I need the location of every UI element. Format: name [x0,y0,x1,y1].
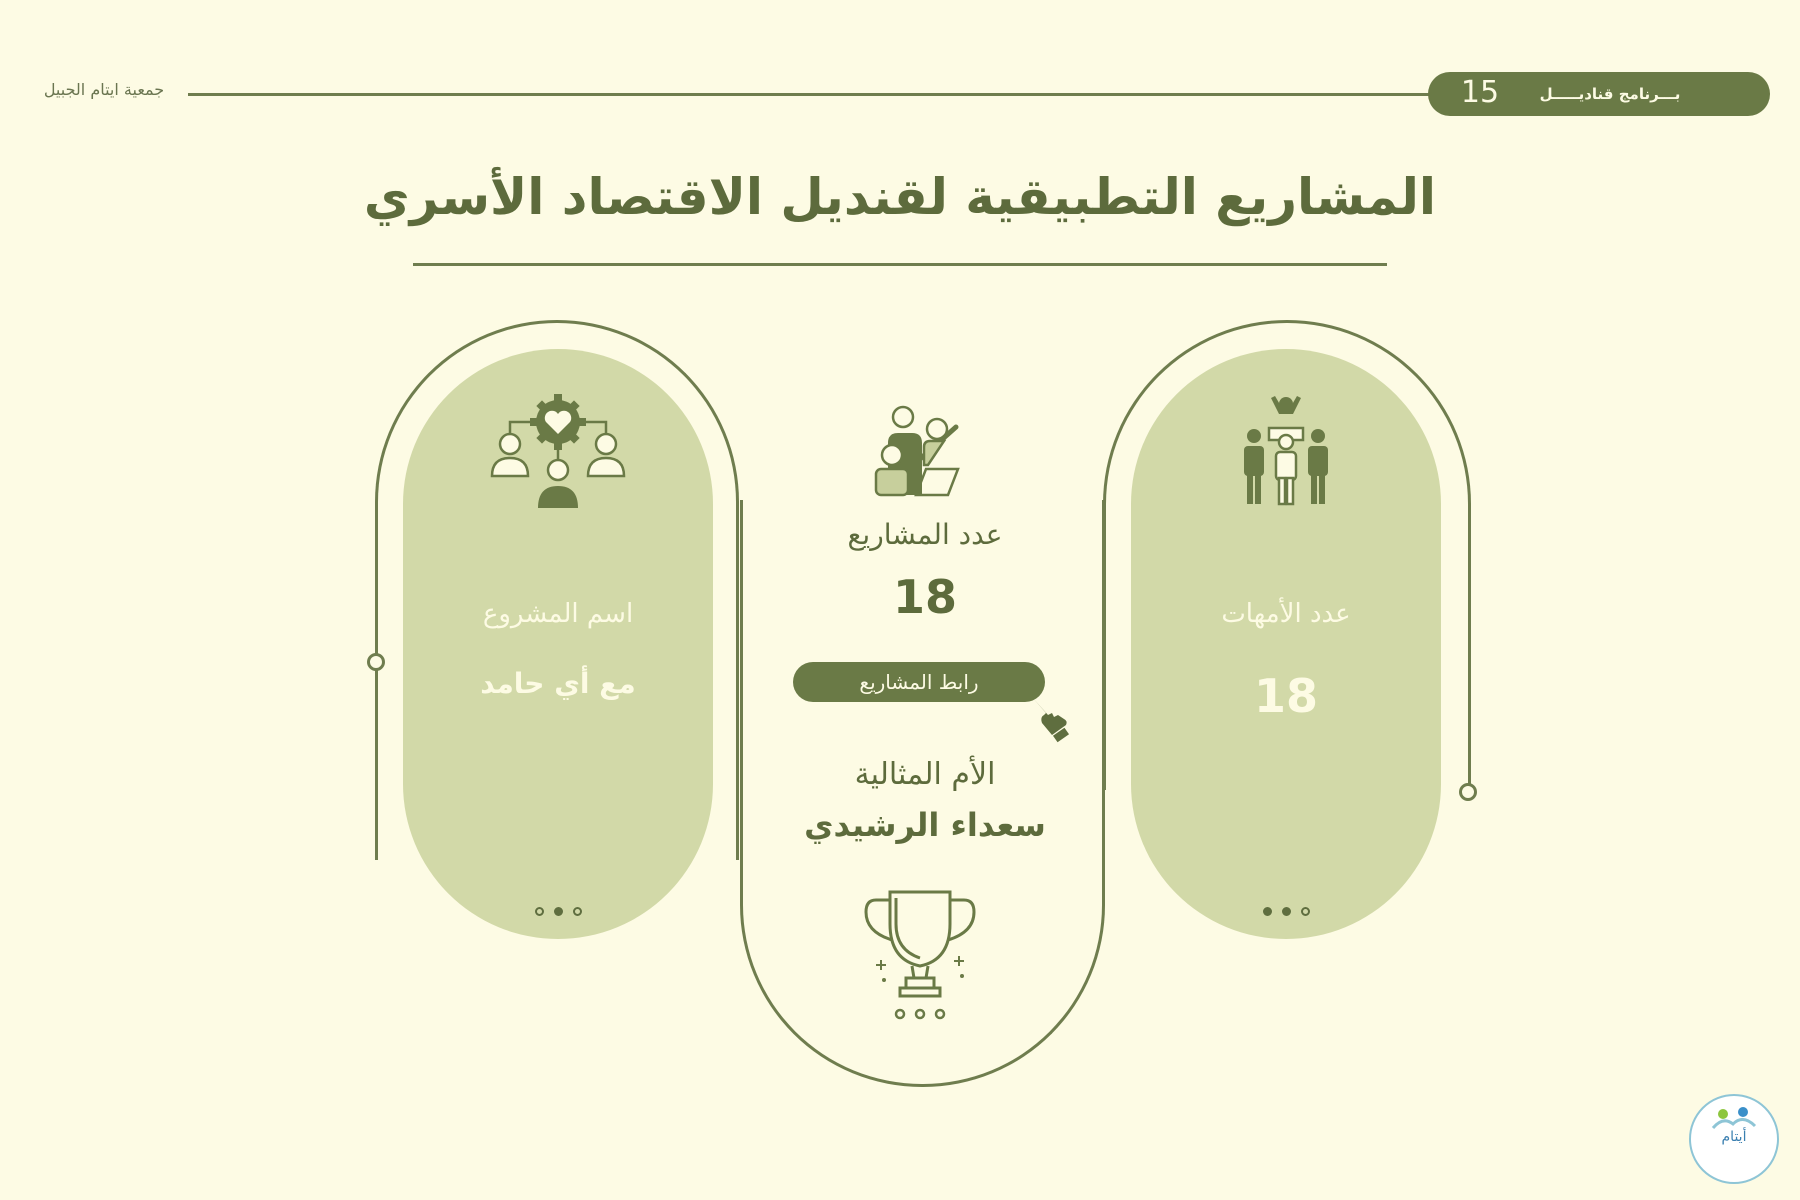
page-title: المشاريع التطبيقية لقنديل الاقتصاد الأسري [363,168,1437,226]
mothers-count-value: 18 [1253,669,1318,723]
dot-icon [535,907,544,916]
model-mother-name: سعداء الرشيدي [804,806,1046,844]
projects-count-value: 18 [892,570,957,624]
dot-icon [1282,907,1291,916]
project-name-label: اسم المشروع [482,599,634,629]
right-card-dots [1131,901,1441,920]
right-outline-end-dot [1459,783,1477,801]
projects-link-button[interactable]: رابط المشاريع [793,662,1045,702]
title-underline [413,263,1387,266]
model-mother-label: الأم المثالية [854,757,996,792]
organization-name: جمعية ايتام الجبيل [43,80,165,99]
people-heart-gear-icon [488,394,628,514]
mothers-count-card [1131,349,1441,939]
mothers-count-label: عدد الأمهات [1221,599,1351,629]
projects-count-label: عدد المشاريع [847,518,1003,551]
left-outline-end-dot [367,653,385,671]
dot-icon [573,907,582,916]
dot-icon [554,907,563,916]
program-label: بـــرنامج قناديـــــل [1539,85,1681,103]
header-divider [188,93,1438,96]
project-name-card [403,349,713,939]
left-card-dots [403,901,713,920]
association-logo [1689,1094,1779,1184]
project-name-value: مع أي حامد [480,667,636,700]
page-number: 15 [1460,75,1500,110]
logo-text: أيتام [1721,1129,1747,1145]
pointing-hand-icon [1030,695,1070,743]
dot-icon [1263,907,1272,916]
trophy-icon [862,888,978,1024]
presentation-people-icon [868,403,978,503]
people-team-celebrate-icon [1241,394,1331,506]
dot-icon [1301,907,1310,916]
